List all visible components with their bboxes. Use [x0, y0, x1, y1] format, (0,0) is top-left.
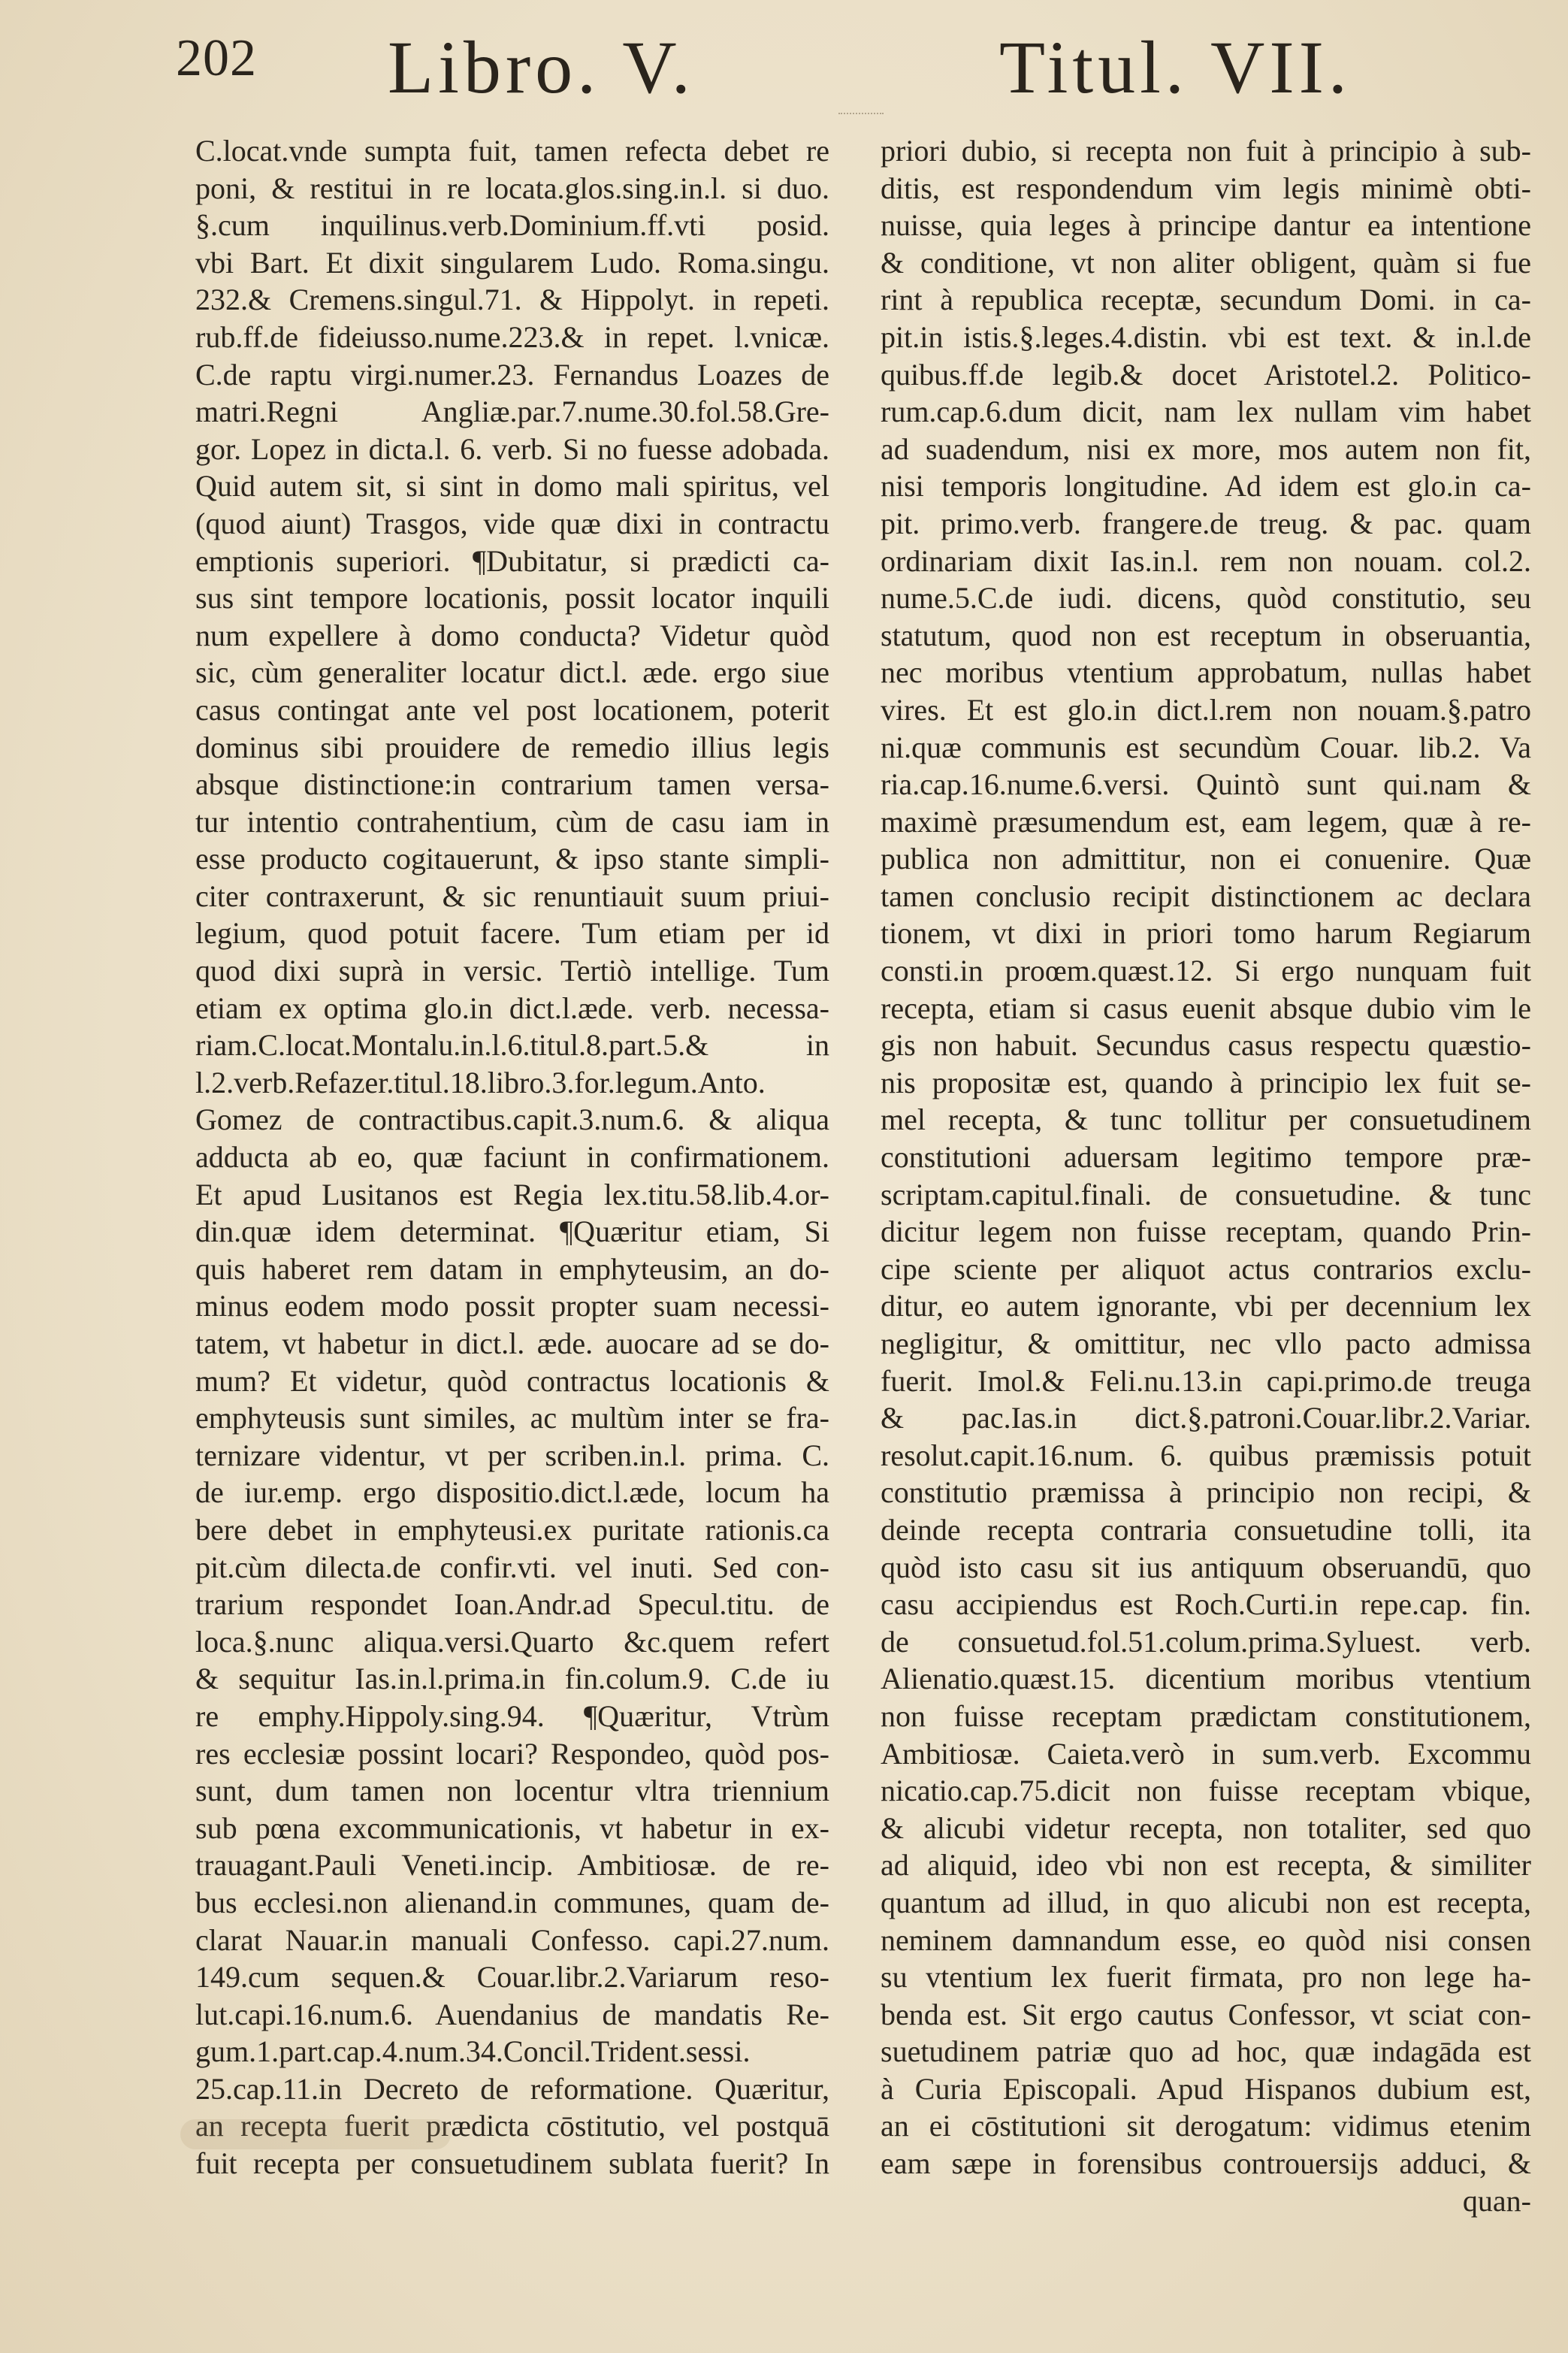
text-line: rint à republica receptæ, secundum Domi. in ca-: [881, 283, 1531, 317]
text-line: l.2.verb.Refazer.titul.18.libro.3.for.legum.Anto.: [195, 1065, 766, 1099]
text-line: priori dubio, si recepta non fuit à principio à sub-: [881, 134, 1531, 168]
text-line: nuisse, quia leges à principe dantur ea intentione: [881, 208, 1531, 243]
page-number: 202: [176, 29, 257, 87]
text-line: publica non admittitur, non ei conuenire. Quæ: [881, 842, 1531, 876]
text-line: nis propositæ est, quando à principio lex fuit se-: [881, 1065, 1531, 1099]
text-line: mum? Et videtur, quòd contractus locationis &: [195, 1363, 829, 1398]
text-line: Et apud Lusitanos est Regia lex.titu.58.lib.4.or-: [195, 1177, 829, 1211]
text-line: ternizare videntur, vt per scriben.in.l. prima. C.: [195, 1438, 829, 1472]
left-text-column: [195, 132, 829, 2182]
text-line: statutum, quod non est receptum in obseruantia,: [881, 618, 1531, 652]
text-line: re emphy.Hippoly.sing.94. ¶Quæritur, Vtrùm: [195, 1698, 829, 1733]
right-text-column: [881, 132, 1531, 2219]
text-line: res ecclesiæ possint locari? Respondeo, quòd pos-: [195, 1736, 829, 1771]
text-line: legium, quod potuit facere. Tum etiam per id: [195, 916, 829, 951]
text-line: pit. primo.verb. frangere.de treug. & pac. quam: [881, 506, 1531, 540]
text-line: non fuisse receptam prædictam constitutionem,: [881, 1698, 1531, 1733]
text-line: gor. Lopez in dicta.l. 6. verb. Si no fuesse adobada.: [195, 431, 829, 466]
text-line: suetudinem patriæ quo ad hoc, quæ indagāda est: [881, 2034, 1531, 2069]
text-line: tatem, vt habetur in dict.l. æde. auocare ad se do-: [195, 1326, 829, 1360]
text-line: tamen conclusio recipit distinctionem ac declara: [881, 879, 1531, 913]
text-line: bus ecclesi.non alienand.in communes, quam de-: [195, 1885, 829, 1919]
text-line: de consuetud.fol.51.colum.prima.Syluest. verb.: [881, 1624, 1531, 1659]
text-line: maximè præsumendum est, eam legem, quæ à re-: [881, 804, 1531, 839]
paper-stain: [180, 2119, 451, 2149]
text-line: nume.5.C.de iudi. dicens, quòd constitutio, seu: [881, 581, 1531, 615]
text-line: (quod aiunt) Trasgos, vide quæ dixi in contractu: [195, 506, 829, 540]
text-line: an ei cōstitutioni sit derogatum: vidimus etenim: [881, 2109, 1531, 2143]
text-line: Quid autem sit, si sint in domo mali spiritus, vel: [195, 469, 829, 504]
text-line: deinde recepta contraria consuetudine tolli, ita: [881, 1512, 1531, 1547]
text-line: & sequitur Ias.in.l.prima.in fin.colum.9. C.de iu: [195, 1662, 829, 1696]
text-line: §.cum inquilinus.verb.Dominium.ff.vti posid.: [195, 208, 829, 243]
text-line: cipe sciente per aliquot actus contrarios exclu-: [881, 1251, 1531, 1286]
text-line: matri.Regni Angliæ.par.7.nume.30.fol.58.Gre-: [195, 395, 829, 429]
text-line: à Curia Episcopali. Apud Hispanos dubium est,: [881, 2071, 1531, 2106]
text-line: quod dixi suprà in versic. Tertiò intellige. Tum: [195, 954, 829, 988]
text-line: bere debet in emphyteusi.ex puritate rationis.ca: [195, 1512, 829, 1547]
text-line: riam.C.locat.Montalu.in.l.6.titul.8.part.5.& in: [195, 1028, 829, 1063]
text-line: pit.in istis.§.leges.4.distin. vbi est text. & in.l.de: [881, 319, 1531, 354]
text-line: dominus sibi prouidere de remedio illius legis: [195, 730, 829, 764]
text-line: poni, & restitui in re locata.glos.sing.in.l. si duo.: [195, 171, 829, 205]
text-line: absque distinctione:in contrarium tamen versa-: [195, 767, 829, 802]
text-line: Gomez de contractibus.capit.3.num.6. & aliqua: [195, 1102, 829, 1137]
text-line: din.quæ idem determinat. ¶Quæritur etiam, Si: [195, 1214, 829, 1249]
text-line: rum.cap.6.dum dicit, nam lex nullam vim habet: [881, 395, 1531, 429]
text-line: adducta ab eo, quæ faciunt in confirmationem.: [195, 1140, 829, 1175]
text-line: vbi Bart. Et dixit singularem Ludo. Roma.singu.: [195, 245, 829, 280]
text-line: fuit recepta per consuetudinem sublata fuerit? In: [195, 2146, 829, 2181]
text-line: constitutioni aduersam legitimo tempore præ-: [881, 1140, 1531, 1175]
text-line: sic, cùm generaliter locatur dict.l. æde. ergo siue: [195, 655, 829, 690]
text-line: quòd isto casu sit ius antiquum obseruandū, quo: [881, 1550, 1531, 1584]
running-head-title: Titul. VII.: [999, 26, 1352, 109]
text-line: casus contingat ante vel post locationem, poterit: [195, 692, 829, 727]
text-line: benda est. Sit ergo cautus Confessor, vt sciat con-: [881, 1997, 1531, 2031]
text-line: neminem damnandum esse, eo quòd nisi consen: [881, 1922, 1531, 1957]
text-line: ad suadendum, nisi ex more, mos autem non fit,: [881, 431, 1531, 466]
text-line: trarium respondet Ioan.Andr.ad Specul.titu. de: [195, 1587, 829, 1622]
text-line: C.de raptu virgi.numer.23. Fernandus Loazes de: [195, 357, 829, 392]
text-line: clarat Nauar.in manuali Confesso. capi.27.num.: [195, 1922, 829, 1957]
text-line: & conditione, vt non aliter obligent, quàm si fue: [881, 245, 1531, 280]
text-line: quan-: [1462, 2183, 1531, 2218]
text-line: esse producto cogitauerunt, & ipso stante simpli-: [195, 842, 829, 876]
text-line: gis non habuit. Secundus casus respectu quæstio-: [881, 1028, 1531, 1063]
text-line: quis haberet rem datam in emphyteusim, an do-: [195, 1251, 829, 1286]
text-line: ni.quæ communis est secundùm Couar. lib.2. Va: [881, 730, 1531, 764]
text-line: gum.1.part.cap.4.num.34.Concil.Trident.sessi.: [195, 2034, 751, 2069]
text-line: nisi temporis longitudine. Ad idem est glo.in ca-: [881, 469, 1531, 504]
text-line: minus eodem modo possit propter suam necessi-: [195, 1289, 829, 1323]
text-line: recepta, etiam si casus euenit absque dubio vim le: [881, 990, 1531, 1025]
text-line: etiam ex optima glo.in dict.l.æde. verb. necessa-: [195, 990, 829, 1025]
text-line: ria.cap.16.nume.6.versi. Quintò sunt qui.nam &: [881, 767, 1531, 802]
text-line: & alicubi videtur recepta, non totaliter, sed quo: [881, 1810, 1531, 1845]
text-line: constitutio præmissa à principio non recipi, &: [881, 1475, 1531, 1510]
text-line: rub.ff.de fideiusso.nume.223.& in repet. l.vnicæ.: [195, 319, 829, 354]
text-line: ordinariam dixit Ias.in.l. rem non nouam. col.2.: [881, 543, 1531, 578]
text-line: trauagant.Pauli Veneti.incip. Ambitiosæ. de re-: [195, 1848, 829, 1883]
running-head-book: Libro. V.: [388, 26, 695, 109]
text-line: loca.§.nunc aliqua.versi.Quarto &c.quem refert: [195, 1624, 829, 1659]
text-line: mel recepta, & tunc tollitur per consuetudinem: [881, 1102, 1531, 1137]
text-line: emptionis superiori. ¶Dubitatur, si prædicti ca-: [195, 543, 829, 578]
text-line: pit.cùm dilecta.de confir.vti. vel inuti. Sed con-: [195, 1550, 829, 1584]
text-line: sub pœna excommunicationis, vt habetur in ex-: [195, 1810, 829, 1845]
text-line: nicatio.cap.75.dicit non fuisse receptam vbique,: [881, 1774, 1531, 1808]
text-line: an recepta fuerit prædicta cōstitutio, vel postquā: [195, 2109, 829, 2143]
gutter-ornament: [838, 113, 884, 120]
text-line: ad aliquid, ideo vbi non est recepta, & similiter: [881, 1848, 1531, 1883]
text-line: consti.in proœm.quæst.12. Si ergo nunquam fuit: [881, 954, 1531, 988]
text-line: ditur, eo autem ignorante, vbi per decennium lex: [881, 1289, 1531, 1323]
text-line: 25.cap.11.in Decreto de reformatione. Quæritur,: [195, 2071, 829, 2106]
text-line: citer contraxerunt, & sic renuntiauit suum priui-: [195, 879, 829, 913]
text-line: dicitur legem non fuisse receptam, quando Prin-: [881, 1214, 1531, 1249]
text-line: sus sint tempore locationis, possit locator inquili: [195, 581, 829, 615]
text-line: quibus.ff.de legib.& docet Aristotel.2. Politico-: [881, 357, 1531, 392]
text-line: fuerit. Imol.& Feli.nu.13.in capi.primo.de treuga: [881, 1363, 1531, 1398]
text-line: lut.capi.16.num.6. Auendanius de mandatis Re-: [195, 1997, 829, 2031]
text-line: tionem, vt dixi in priori tomo harum Regiarum: [881, 916, 1531, 951]
text-line: ditis, est respondendum vim legis minimè obti-: [881, 171, 1531, 205]
text-line: sunt, dum tamen non locentur vltra triennium: [195, 1774, 829, 1808]
text-line: tur intentio contrahentium, cùm de casu iam in: [195, 804, 829, 839]
text-line: Ambitiosæ. Caieta.verò in sum.verb. Excommu: [881, 1736, 1531, 1771]
text-line: vires. Et est glo.in dict.l.rem non nouam.§.patro: [881, 692, 1531, 727]
text-line: nec moribus vtentium approbatum, nullas habet: [881, 655, 1531, 690]
text-line: 232.& Cremens.singul.71. & Hippolyt. in repeti.: [195, 283, 829, 317]
text-line: eam sæpe in forensibus controuersijs adduci, &: [881, 2146, 1531, 2181]
text-line: & pac.Ias.in dict.§.patroni.Couar.libr.2.Variar.: [881, 1401, 1531, 1435]
text-line: negligitur, & omittitur, nec vllo pacto admissa: [881, 1326, 1531, 1360]
text-line: casu accipiendus est Roch.Curti.in repe.cap. fin.: [881, 1587, 1531, 1622]
text-line: scriptam.capitul.finali. de consuetudine. & tunc: [881, 1177, 1531, 1211]
text-line: C.locat.vnde sumpta fuit, tamen refecta debet re: [195, 134, 829, 168]
text-line: resolut.capit.16.num. 6. quibus præmissis potuit: [881, 1438, 1531, 1472]
text-line: Alienatio.quæst.15. dicentium moribus vtentium: [881, 1662, 1531, 1696]
text-line: 149.cum sequen.& Couar.libr.2.Variarum reso-: [195, 1960, 829, 1995]
text-line: de iur.emp. ergo dispositio.dict.l.æde, locum ha: [195, 1475, 829, 1510]
text-line: quantum ad illud, in quo alicubi non est recepta,: [881, 1885, 1531, 1919]
text-line: num expellere à domo conducta? Videtur quòd: [195, 618, 829, 652]
text-line: emphyteusis sunt similes, ac multùm inter se fra-: [195, 1401, 829, 1435]
text-line: su vtentium lex fuerit firmata, pro non lege ha-: [881, 1960, 1531, 1995]
